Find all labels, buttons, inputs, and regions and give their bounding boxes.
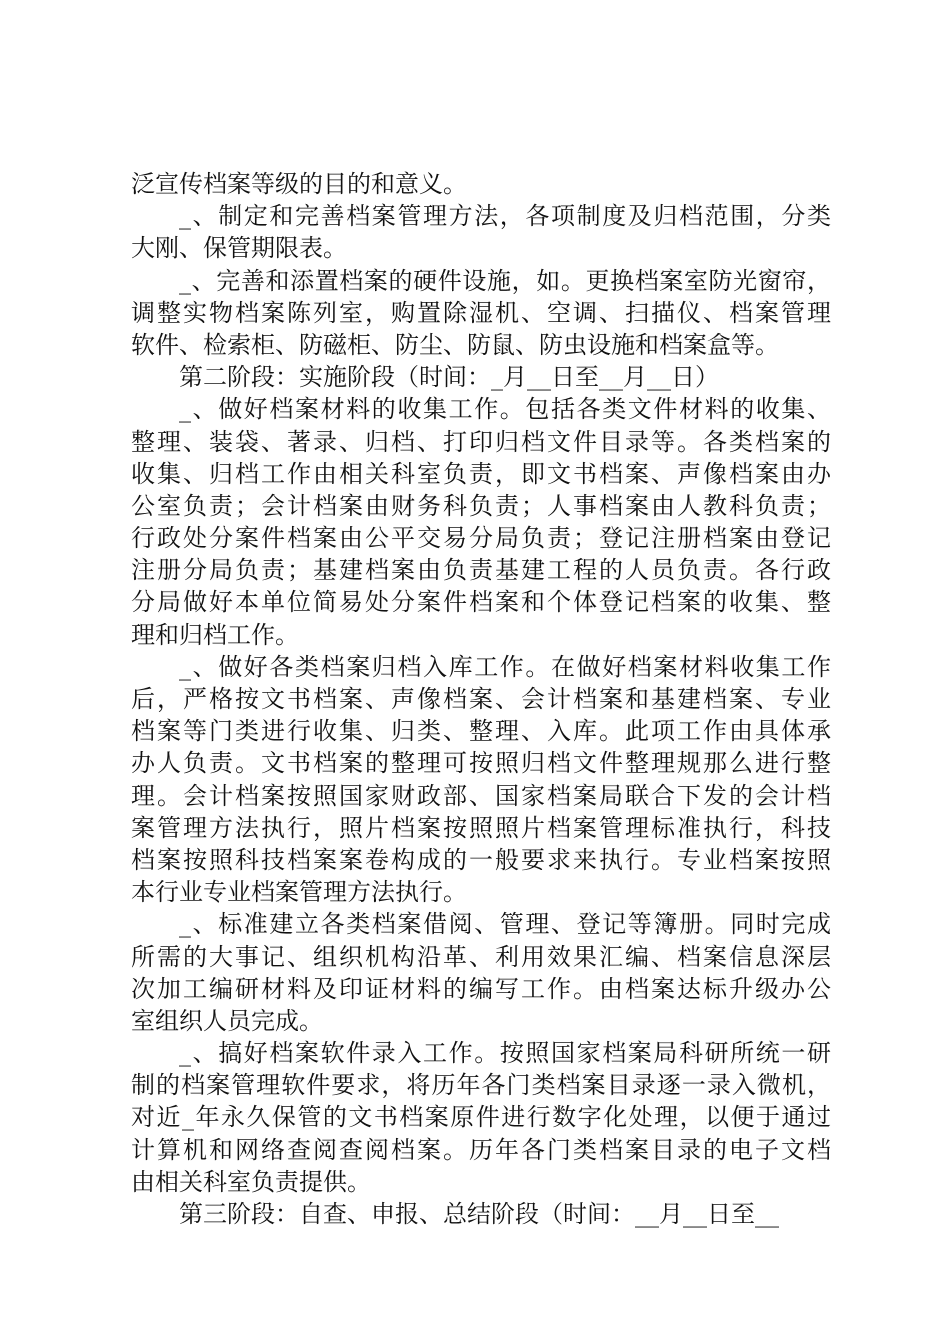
text-line: 所需的大事记、组织机构沿革、利用效果汇编、档案信息深层 (131, 942, 831, 971)
text-line: 计算机和网络查阅查阅档案。历年各门类档案目录的电子文档 (131, 1135, 831, 1164)
text-line: 案管理方法执行，照片档案按照照片档案管理标准执行，科技 (131, 813, 831, 842)
text-line: _、搞好档案软件录入工作。按照国家档案局科研所统一研 (179, 1039, 831, 1068)
text-line: 注册分局负责；基建档案由负责基建工程的人员负责。各行政 (131, 556, 831, 585)
text-line: 制的档案管理软件要求，将历年各门类档案目录逐一录入微机， (131, 1071, 831, 1100)
text-line: 大刚、保管期限表。 (131, 234, 347, 263)
text-line: 分局做好本单位简易处分案件档案和个体登记档案的收集、整 (131, 588, 831, 617)
text-line: 第二阶段：实施阶段（时间：_月__日至__月__日） (179, 363, 719, 392)
text-line: 泛宣传档案等级的目的和意义。 (131, 170, 467, 198)
text-line: 调整实物档案陈列室，购置除湿机、空调、扫描仪、档案管理 (131, 298, 831, 327)
text-line: 对近_年永久保管的文书档案原件进行数字化处理，以便于通过 (131, 1103, 831, 1132)
text-line: 次加工编研材料及印证材料的编写工作。由档案达标升级办公 (131, 974, 831, 1003)
text-line: 第三阶段：自查、申报、总结阶段（时间：__月__日至__ (179, 1200, 779, 1228)
document-body (131, 168, 831, 1230)
text-line: 软件、检索柜、防磁柜、防尘、防鼠、防虫设施和档案盒等。 (131, 330, 779, 359)
text-line: 本行业专业档案管理方法执行。 (131, 878, 467, 907)
text-line: _、制定和完善档案管理方法，各项制度及归档范围，分类 (179, 202, 831, 231)
text-line: 办人负责。文书档案的整理可按照归档文件整理规那么进行整 (131, 749, 831, 778)
text-line: 档案等门类进行收集、归类、整理、入库。此项工作由具体承 (131, 717, 831, 746)
text-line: 收集、归档工作由相关科室负责，即文书档案、声像档案由办 (131, 459, 831, 488)
text-line: 后，严格按文书档案、声像档案、会计档案和基建档案、专业 (131, 685, 831, 713)
text-line: 档案按照科技档案案卷构成的一般要求来执行。专业档案按照 (131, 845, 831, 874)
text-line: _、完善和添置档案的硬件设施，如。更换档案室防光窗帘， (179, 266, 831, 295)
text-line: _、做好各类档案归档入库工作。在做好档案材料收集工作 (179, 652, 831, 681)
text-line: 公室负责；会计档案由财务科负责；人事档案由人教科负责； (131, 491, 831, 520)
text-line: _、做好档案材料的收集工作。包括各类文件材料的收集、 (179, 395, 831, 424)
text-line: _、标准建立各类档案借阅、管理、登记等簿册。同时完成 (179, 910, 831, 939)
text-line: 由相关科室负责提供。 (131, 1167, 371, 1196)
text-line: 理。会计档案按照国家财政部、国家档案局联合下发的会计档 (131, 781, 831, 810)
text-line: 理和归档工作。 (131, 620, 299, 649)
text-line: 整理、装袋、著录、归档、打印归档文件目录等。各类档案的 (131, 427, 831, 456)
text-line: 行政处分案件档案由公平交易分局负责；登记注册档案由登记 (131, 524, 831, 553)
text-line: 室组织人员完成。 (131, 1006, 323, 1035)
